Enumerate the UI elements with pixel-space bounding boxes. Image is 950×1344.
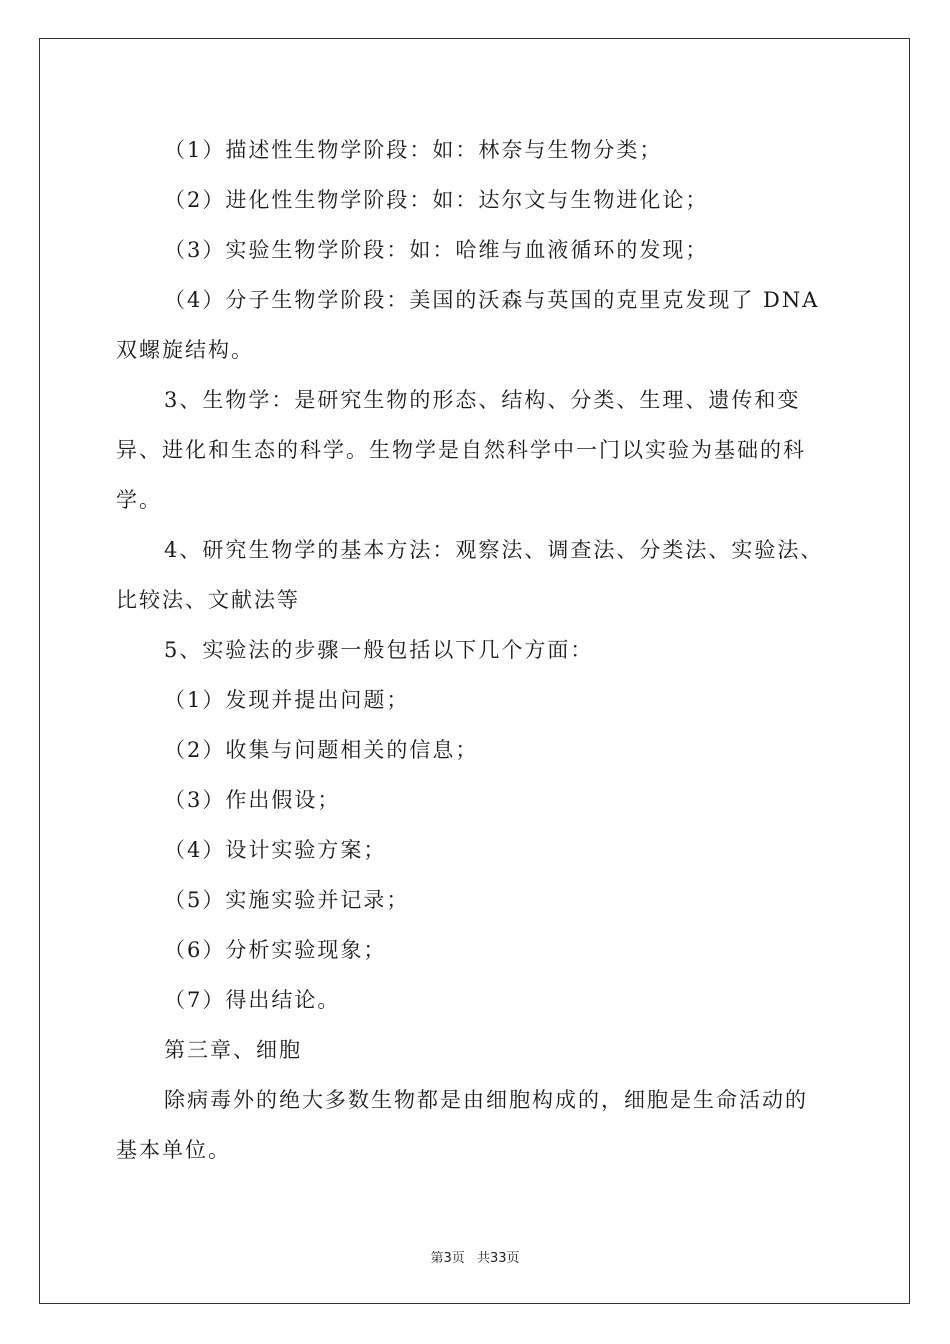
text-line: 双螺旋结构。 xyxy=(116,338,254,362)
list-item: （5）实施实验并记录； xyxy=(164,888,410,912)
list-item: （4）设计实验方案； xyxy=(164,838,387,862)
list-item: （2）收集与问题相关的信息； xyxy=(164,738,479,762)
page-number: 第3页 xyxy=(430,1251,465,1266)
text-line: 比较法、文献法等 xyxy=(116,588,300,612)
text-line: 4、研究生物学的基本方法：观察法、调查法、分类法、实验法、 xyxy=(164,538,824,562)
text-line: 学。 xyxy=(116,488,162,512)
chapter-heading: 第三章、细胞 xyxy=(164,1038,302,1062)
list-item: （3）作出假设； xyxy=(164,788,341,812)
text-line: 5、实验法的步骤一般包括以下几个方面： xyxy=(164,638,594,662)
text-line: 基本单位。 xyxy=(116,1138,231,1162)
text-line: 除病毒外的绝大多数生物都是由细胞构成的，细胞是生命活动的 xyxy=(164,1088,808,1112)
text-line: （1）描述性生物学阶段：如：林奈与生物分类； xyxy=(164,138,663,162)
text-line: （3）实验生物学阶段：如：哈维与血液循环的发现； xyxy=(164,238,709,262)
text-line: （4）分子生物学阶段：美国的沃森与英国的克里克发现了 DNA xyxy=(164,288,820,312)
text-line: （2）进化性生物学阶段：如：达尔文与生物进化论； xyxy=(164,188,709,212)
total-pages: 共33页 xyxy=(476,1251,520,1266)
page-footer xyxy=(0,1247,950,1266)
text-line: 异、进化和生态的科学。生物学是自然科学中一门以实验为基础的科 xyxy=(116,438,806,462)
list-item: （6）分析实验现象； xyxy=(164,938,387,962)
list-item: （7）得出结论。 xyxy=(164,988,341,1012)
list-item: （1）发现并提出问题； xyxy=(164,688,410,712)
text-line: 3、生物学：是研究生物的形态、结构、分类、生理、遗传和变 xyxy=(164,388,801,412)
